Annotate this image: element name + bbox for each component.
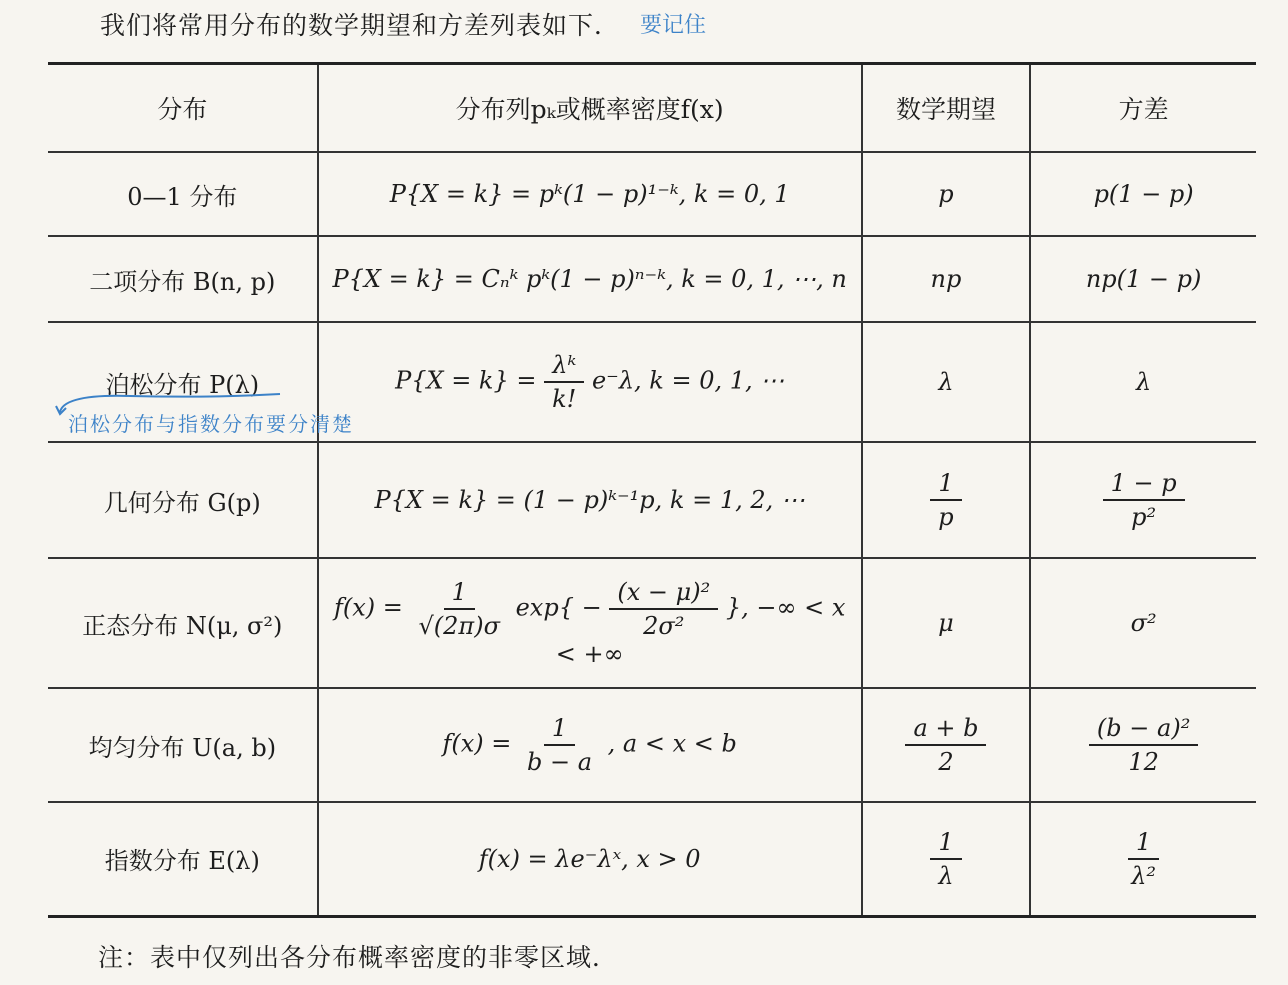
table-row (48, 236, 1256, 322)
distribution-table (48, 62, 1256, 918)
fraction (519, 714, 600, 776)
denominator: λ² (1131, 861, 1157, 890)
denominator: p (938, 503, 954, 531)
denominator: √(2π)σ (418, 612, 500, 640)
table-header-row (48, 64, 1256, 153)
numerator: 1 − p (1103, 469, 1185, 501)
numerator: 1 (930, 828, 961, 860)
numerator: 1 (544, 714, 575, 746)
formula-part: f(x) = (442, 729, 512, 758)
table-row (48, 152, 1256, 236)
dist-formula: f(x) = λe⁻λˣ, x > 0 (318, 802, 862, 916)
dist-mean (862, 442, 1031, 558)
dist-mean: np (862, 236, 1031, 322)
dist-variance (1030, 802, 1256, 916)
header-variance: 方差 (1030, 64, 1256, 153)
dist-formula (318, 688, 862, 802)
dist-variance (1030, 442, 1256, 558)
fraction (930, 469, 961, 531)
formula-part: exp{ − (515, 593, 602, 622)
numerator: (b − a)² (1089, 714, 1198, 746)
dist-mean: λ (862, 322, 1031, 442)
formula-part: e⁻λ, k = 0, 1, ⋯ (591, 366, 785, 395)
table-row (48, 688, 1256, 802)
formula-part: f(x) = (333, 593, 403, 622)
handwritten-note-remember: 要记住 (640, 13, 707, 38)
fraction (411, 578, 508, 640)
formula-part: P{X = k} = (395, 366, 537, 395)
numerator: a + b (905, 714, 986, 746)
dist-name: 正态分布 N(μ, σ²) (48, 558, 318, 688)
dist-mean (862, 802, 1031, 916)
denominator: 12 (1128, 748, 1159, 776)
formula-part: }, −∞ < x < +∞ (555, 593, 846, 668)
denominator: 2 (938, 748, 954, 776)
dist-name: 指数分布 E(λ) (48, 802, 318, 916)
dist-variance: λ (1030, 322, 1256, 442)
table-row (48, 802, 1256, 916)
table-row (48, 442, 1256, 558)
footnote: 注：表中仅列出各分布概率密度的非零区域． (98, 943, 619, 972)
dist-name: 0—1 分布 (48, 152, 318, 236)
dist-mean (862, 688, 1031, 802)
denominator: 2σ² (643, 612, 685, 640)
fraction (1103, 469, 1185, 531)
denominator: k! (552, 385, 577, 413)
dist-name: 二项分布 B(n, p) (48, 236, 318, 322)
table-row (48, 558, 1256, 688)
numerator: λᵏ (544, 351, 584, 383)
numerator: 1 (444, 578, 475, 610)
numerator: 1 (930, 469, 961, 501)
dist-formula (318, 558, 862, 688)
dist-formula: P{X = k} = (1 − p)ᵏ⁻¹p, k = 1, 2, ⋯ (318, 442, 862, 558)
dist-variance: np(1 − p) (1030, 236, 1256, 322)
dist-formula (318, 322, 862, 442)
handwritten-note-distinguish: 泊松分布与指数分布要分清楚 (68, 412, 354, 436)
dist-name: 泊松分布 P(λ) (48, 322, 318, 442)
formula-part: , a < x < b (607, 729, 737, 758)
dist-variance (1030, 688, 1256, 802)
dist-mean: μ (862, 558, 1031, 688)
fraction (1089, 714, 1198, 776)
denominator: p² (1131, 503, 1157, 531)
dist-formula: P{X = k} = pᵏ(1 − p)¹⁻ᵏ, k = 0, 1 (318, 152, 862, 236)
dist-variance: σ² (1030, 558, 1256, 688)
fraction (930, 828, 961, 890)
numerator: (x − μ)² (609, 578, 718, 610)
dist-formula: P{X = k} = Cₙᵏ pᵏ(1 − p)ⁿ⁻ᵏ, k = 0, 1, ⋯, n (318, 236, 862, 322)
header-pmf-pdf: 分布列pₖ或概率密度f(x) (318, 64, 862, 153)
denominator: λ (938, 861, 954, 890)
fraction (1123, 828, 1164, 890)
dist-name: 几何分布 G(p) (48, 442, 318, 558)
header-distribution: 分布 (48, 64, 318, 153)
dist-mean: p (862, 152, 1031, 236)
numerator: 1 (1128, 828, 1159, 860)
dist-name: 均匀分布 U(a, b) (48, 688, 318, 802)
dist-variance: p(1 − p) (1030, 152, 1256, 236)
intro-text: 我们将常用分布的数学期望和方差列表如下． (100, 11, 621, 40)
fraction (609, 578, 718, 640)
fraction (544, 351, 584, 413)
denominator: b − a (526, 748, 593, 776)
header-expectation: 数学期望 (862, 64, 1031, 153)
fraction (905, 714, 986, 776)
